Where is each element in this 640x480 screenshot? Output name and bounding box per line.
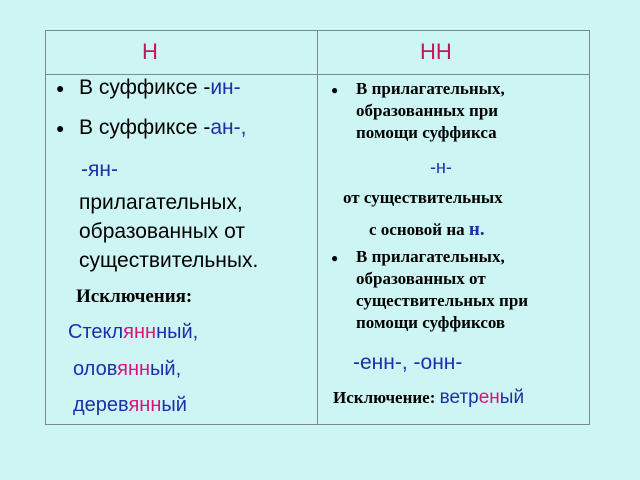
right-rule-1: В прилагательных, образованных при помощи суффикса [356, 79, 505, 142]
suffix-n: -н- [430, 157, 452, 177]
stem-rule: с основой на н. [369, 219, 485, 240]
exception-word: ветреный [439, 387, 525, 408]
from-nouns: от существительных [343, 188, 503, 207]
bullet-icon: ● [56, 122, 65, 137]
left-desc-line-1: прилагательных, [79, 191, 243, 214]
left-rule-2: В суффиксе -ан-, [79, 116, 247, 139]
left-desc-line-2: образованных от [79, 220, 245, 243]
exception-word-3: деревянный [73, 394, 187, 416]
header-divider [46, 74, 589, 75]
bullet-icon: ● [331, 251, 339, 265]
bullet-icon: ● [331, 83, 339, 97]
header-n: Н [142, 39, 158, 64]
suffixes-enn-onn: -енн-, -онн- [353, 351, 463, 374]
left-rule-1: В суффиксе -ин- [79, 76, 241, 99]
bullet-icon: ● [56, 82, 65, 97]
exceptions-label: Исключения: [76, 286, 193, 307]
right-exception: Исключение: ветреный [333, 387, 525, 408]
left-desc-line-3: существительных. [79, 249, 259, 272]
suffix-yan: -ян- [81, 158, 118, 181]
right-rule-2: В прилагательных, образованных от существительных при помощи суффиксов [356, 247, 529, 332]
header-nn: НН [420, 39, 452, 64]
column-divider [317, 31, 318, 424]
rules-table [45, 30, 590, 425]
exception-word-2: оловянный, [73, 358, 182, 380]
exception-word-1: Стекляннный, [68, 321, 199, 343]
